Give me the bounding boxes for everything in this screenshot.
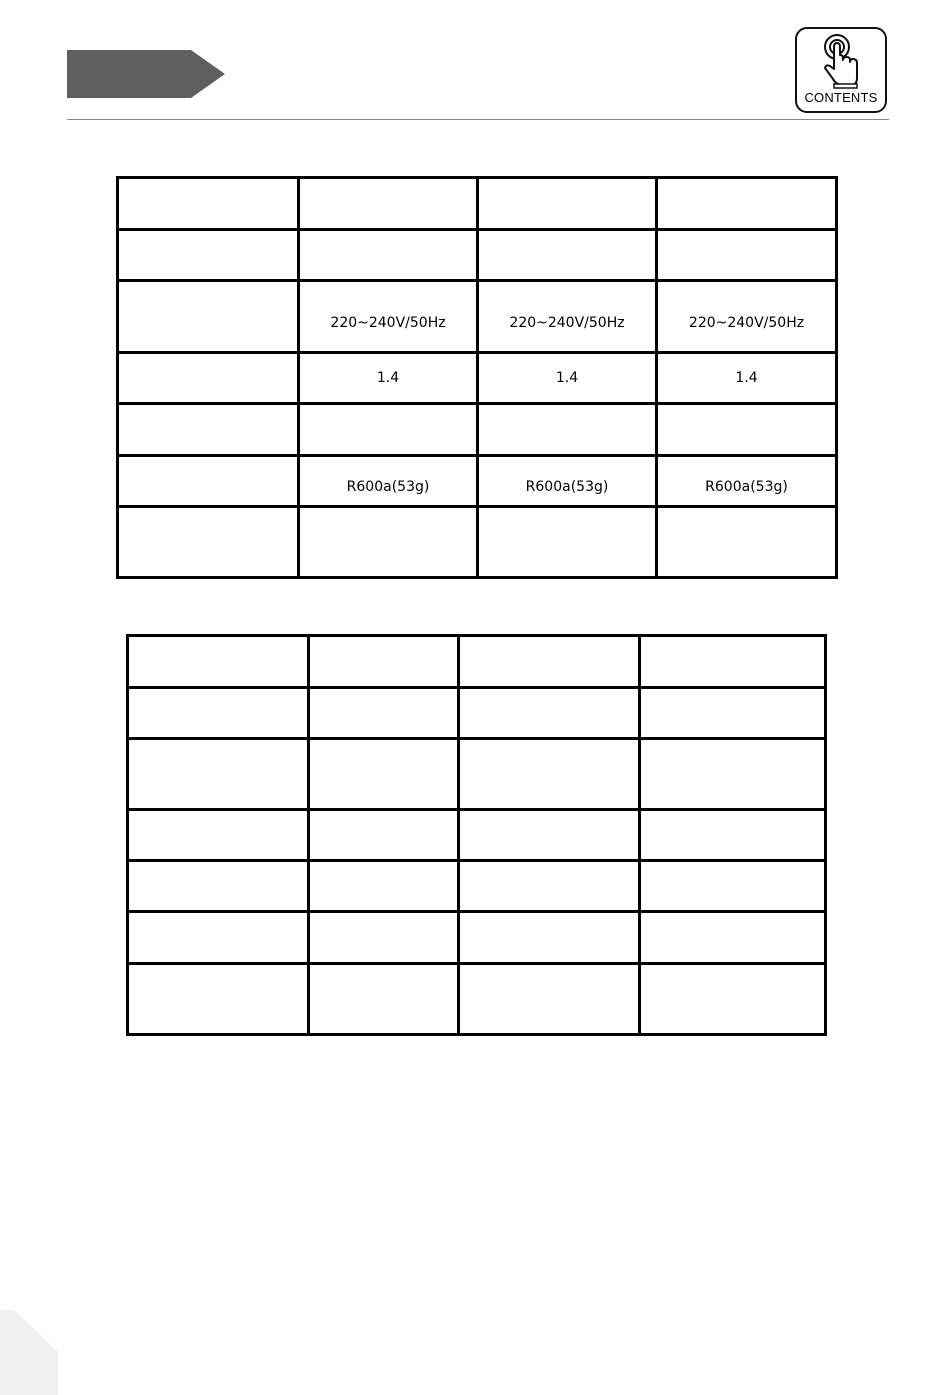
table-cell [657, 230, 837, 281]
page-corner-icon [0, 1310, 60, 1395]
header-divider [67, 119, 889, 120]
table-row [118, 281, 837, 353]
refrigerant-value: R600a(53g) [525, 479, 609, 495]
table-row [128, 912, 826, 964]
table-cell [309, 688, 459, 739]
table-row [128, 688, 826, 739]
table-cell [299, 178, 478, 230]
table-cell [478, 281, 657, 353]
table-cell [459, 688, 640, 739]
table-cell [299, 507, 478, 578]
table-cell [309, 964, 459, 1035]
table-cell [640, 810, 826, 861]
table-cell [657, 281, 837, 353]
touch-hand-icon [821, 33, 863, 89]
refrigerant-value: R600a(53g) [705, 479, 788, 495]
table-cell [478, 456, 657, 507]
table-cell [118, 230, 299, 281]
specifications-table-2 [126, 634, 827, 1036]
table-cell [128, 912, 309, 964]
voltage-value: 220~240V/50Hz [509, 314, 625, 331]
table-row [118, 404, 837, 456]
table-row [118, 178, 837, 230]
table-cell [118, 456, 299, 507]
table-cell [309, 810, 459, 861]
table-cell [128, 688, 309, 739]
voltage-value: 220~240V/50Hz [688, 314, 805, 331]
table-cell [640, 912, 826, 964]
table-row [128, 861, 826, 912]
arrow-tab-icon [67, 50, 225, 98]
table-cell [640, 739, 826, 810]
table-cell [118, 507, 299, 578]
table-row [118, 353, 837, 404]
table-cell [640, 964, 826, 1035]
table-row [128, 636, 826, 688]
table-cell [299, 281, 478, 353]
specifications-table-1 [116, 176, 838, 579]
table-cell [657, 178, 837, 230]
table-cell [299, 456, 478, 507]
table-cell [118, 353, 299, 404]
table-cell [128, 810, 309, 861]
table-cell [459, 739, 640, 810]
table-row [118, 507, 837, 578]
table-row [128, 810, 826, 861]
table-row [118, 456, 837, 507]
table-cell [299, 230, 478, 281]
table-cell [459, 964, 640, 1035]
contents-button[interactable] [795, 27, 887, 113]
table-cell [309, 636, 459, 688]
table-cell [118, 281, 299, 353]
refrigerant-value: R600a(53g) [346, 479, 430, 495]
current-value: 1.4 [376, 370, 400, 386]
table-cell [459, 861, 640, 912]
contents-label: CONTENTS [804, 90, 878, 105]
table-cell [459, 810, 640, 861]
current-value: 1.4 [735, 370, 758, 386]
table-cell [657, 456, 837, 507]
table-cell [640, 636, 826, 688]
voltage-value: 220~240V/50Hz [330, 314, 446, 331]
table-cell [478, 178, 657, 230]
table-cell [299, 404, 478, 456]
table-row [118, 230, 837, 281]
table-cell [459, 636, 640, 688]
table-cell [309, 861, 459, 912]
current-value: 1.4 [555, 370, 579, 386]
table-cell [118, 178, 299, 230]
table-row [128, 964, 826, 1035]
table-cell [478, 404, 657, 456]
table-cell [478, 230, 657, 281]
table-cell [640, 688, 826, 739]
table-cell [128, 739, 309, 810]
table-cell [128, 636, 309, 688]
table-cell [657, 353, 837, 404]
table-cell [309, 739, 459, 810]
table-cell [478, 507, 657, 578]
table-cell [299, 353, 478, 404]
table-cell [128, 861, 309, 912]
table-cell [657, 507, 837, 578]
table-row [128, 739, 826, 810]
table-cell [459, 912, 640, 964]
table-cell [640, 861, 826, 912]
table-cell [478, 353, 657, 404]
table-cell [118, 404, 299, 456]
table-cell [309, 912, 459, 964]
table-cell [128, 964, 309, 1035]
table-cell [657, 404, 837, 456]
